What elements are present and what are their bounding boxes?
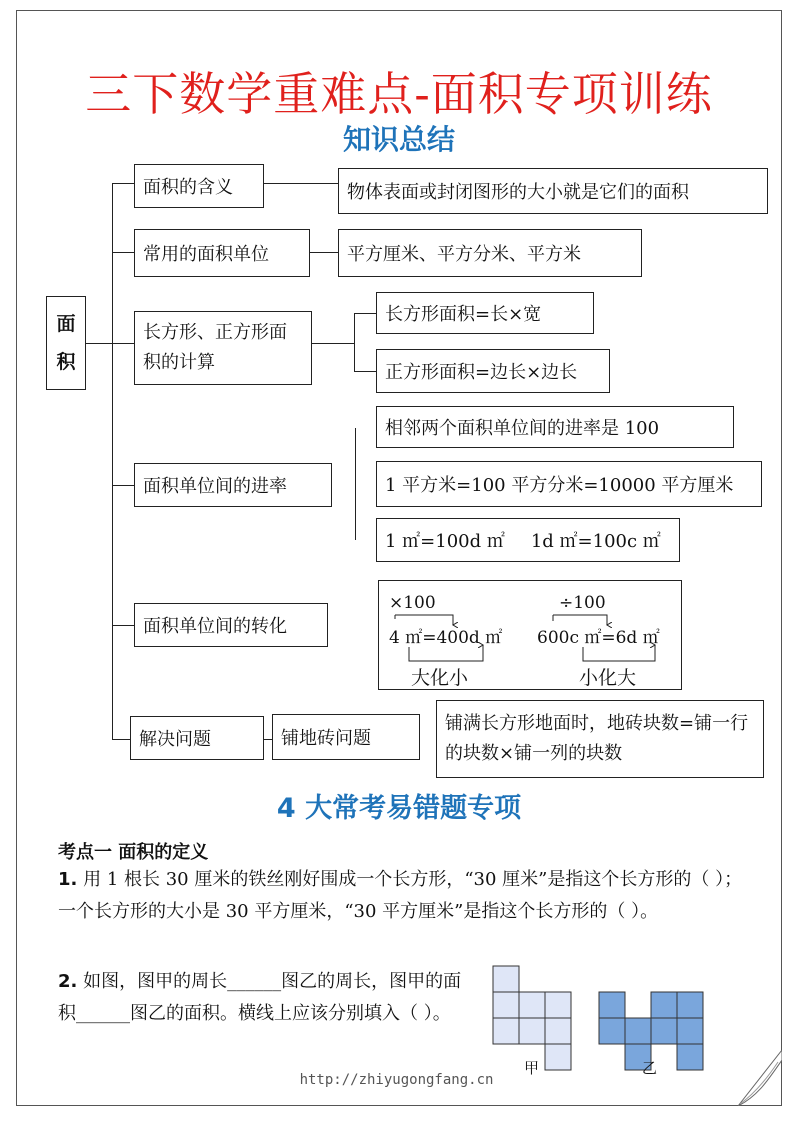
rate-text3-b: 1d ㎡=100c ㎡: [530, 531, 661, 552]
meaning-label: 面积的含义: [143, 177, 233, 198]
solve-label-box: [130, 716, 264, 760]
figure-a: [493, 966, 571, 1070]
figure-a-cell: [493, 966, 519, 992]
question-2: [58, 966, 474, 1030]
calc-fork: [354, 313, 355, 371]
convert-left-op: ×100: [389, 593, 436, 613]
figure-b-cell: [677, 992, 703, 1018]
rate-text1-box: [376, 406, 734, 448]
exercise-section-heading: 4 大常考易错题专项: [276, 793, 522, 824]
point1-heading: 考点一 面积的定义: [58, 842, 209, 863]
figure-a-cell: [545, 1018, 571, 1044]
mindmap-root: [46, 296, 86, 390]
trunk-line: [112, 183, 113, 739]
rate-text1: 相邻两个面积单位间的进率是 100: [385, 418, 660, 439]
figure-a-cell: [519, 1018, 545, 1044]
solve-connector: [264, 739, 272, 740]
figure-b-cell: [625, 1018, 651, 1044]
calc-fork-bottom: [354, 371, 376, 372]
convert-left-expr: 4 ㎡=400d ㎡: [389, 628, 503, 648]
meaning-text-box: [338, 168, 768, 214]
root-connector: [86, 343, 112, 344]
figure-a-cell: [545, 992, 571, 1018]
tile-text: 铺满长方形地面时，地砖块数=铺一行的块数×铺一列的块数: [445, 713, 749, 764]
figure-b-cell: [651, 992, 677, 1018]
convert-right-caption: 小化大: [579, 667, 637, 689]
convert-label-box: [134, 603, 328, 647]
figure-a-cell: [493, 992, 519, 1018]
branch-line-units: [112, 252, 134, 253]
convert-left-top-arrow: [395, 615, 453, 625]
figure-b-cell: [677, 1018, 703, 1044]
question-2-text: 如图，图甲的周长______图乙的周长，图甲的面积______图乙的面积。横线上应该分别填入（ ）。: [58, 971, 462, 1024]
figure-a-cell: [545, 1044, 571, 1070]
square-formula-box: [376, 349, 610, 393]
calc-fork-top: [354, 313, 376, 314]
rate-label-box: [134, 463, 332, 507]
solve-label: 解决问题: [139, 729, 211, 750]
tile-text-box: [436, 700, 764, 778]
branch-line-convert: [112, 625, 134, 626]
page-title: 三下数学重难点-面积专项训练: [85, 67, 713, 121]
branch-line-meaning: [112, 183, 134, 184]
figure-b-label: 乙: [642, 1059, 658, 1077]
branch-line-calc: [112, 343, 134, 344]
units-connector: [310, 252, 338, 253]
figure-b-cell: [651, 1018, 677, 1044]
figure-a-cell: [493, 1018, 519, 1044]
rate-bracket: [355, 428, 356, 540]
figure-b-cell: [599, 992, 625, 1018]
figure-a-label: 甲: [524, 1059, 540, 1077]
convert-right-top-arrow: [553, 615, 607, 625]
branch-line-solve: [112, 739, 130, 740]
convert-label: 面积单位间的转化: [143, 616, 287, 637]
calc-label-box: [134, 311, 312, 385]
rect-formula-box: [376, 292, 594, 334]
square-formula: 正方形面积=边长×边长: [385, 362, 578, 383]
figure-a-cell: [519, 992, 545, 1018]
branch-line-rate: [112, 485, 134, 486]
units-label-box: [134, 229, 310, 277]
meaning-connector: [264, 183, 338, 184]
knowledge-summary-heading: 知识总结: [342, 123, 455, 156]
figure-b-cell: [677, 1044, 703, 1070]
units-text-box: [338, 229, 642, 277]
question-2-number: 2.: [58, 971, 78, 992]
tile-label-box: [272, 714, 420, 760]
convert-right-bottom-arrow: [583, 645, 655, 661]
rate-text2-box: [376, 461, 762, 507]
units-label: 常用的面积单位: [143, 244, 269, 265]
rate-label: 面积单位间的进率: [143, 476, 287, 497]
units-text: 平方厘米、平方分米、平方米: [347, 244, 581, 265]
convert-left-caption: 大化小: [411, 667, 469, 689]
meaning-label-box: [134, 164, 264, 208]
convert-diagram-box: [378, 580, 682, 690]
convert-left-bottom-arrow: [409, 645, 483, 661]
convert-right-expr: 600c ㎡=6d ㎡: [537, 628, 660, 648]
question-1-number: 1.: [58, 869, 78, 890]
rate-text3-a: 1 ㎡=100d ㎡: [385, 531, 505, 552]
tile-label: 铺地砖问题: [281, 728, 371, 749]
question-1-text: 用 1 根长 30 厘米的铁丝刚好围成一个长方形，“30 厘米”是指这个长方形的（ ）；一个长方形的大小是 30 平方厘米，“30 平方厘米”是指这个长方形的（ ）。: [58, 869, 743, 922]
question-2-figures: [490, 964, 710, 1076]
root-char-2: 积: [56, 351, 76, 373]
question-1: [58, 864, 748, 928]
calc-label: 长方形、正方形面积的计算: [143, 322, 287, 373]
calc-connector: [312, 343, 354, 344]
root-char-1: 面: [56, 313, 76, 335]
convert-right-op: ÷100: [559, 593, 606, 613]
footer-url: http://zhiyugongfang.cn: [299, 1072, 494, 1088]
rate-text2: 1 平方米=100 平方分米=10000 平方厘米: [385, 475, 734, 496]
rate-text3-box: [376, 518, 680, 562]
rect-formula: 长方形面积=长×宽: [385, 304, 542, 325]
figure-b-cell: [599, 1018, 625, 1044]
convert-arrows: [379, 581, 683, 691]
meaning-text: 物体表面或封闭图形的大小就是它们的面积: [347, 182, 689, 203]
